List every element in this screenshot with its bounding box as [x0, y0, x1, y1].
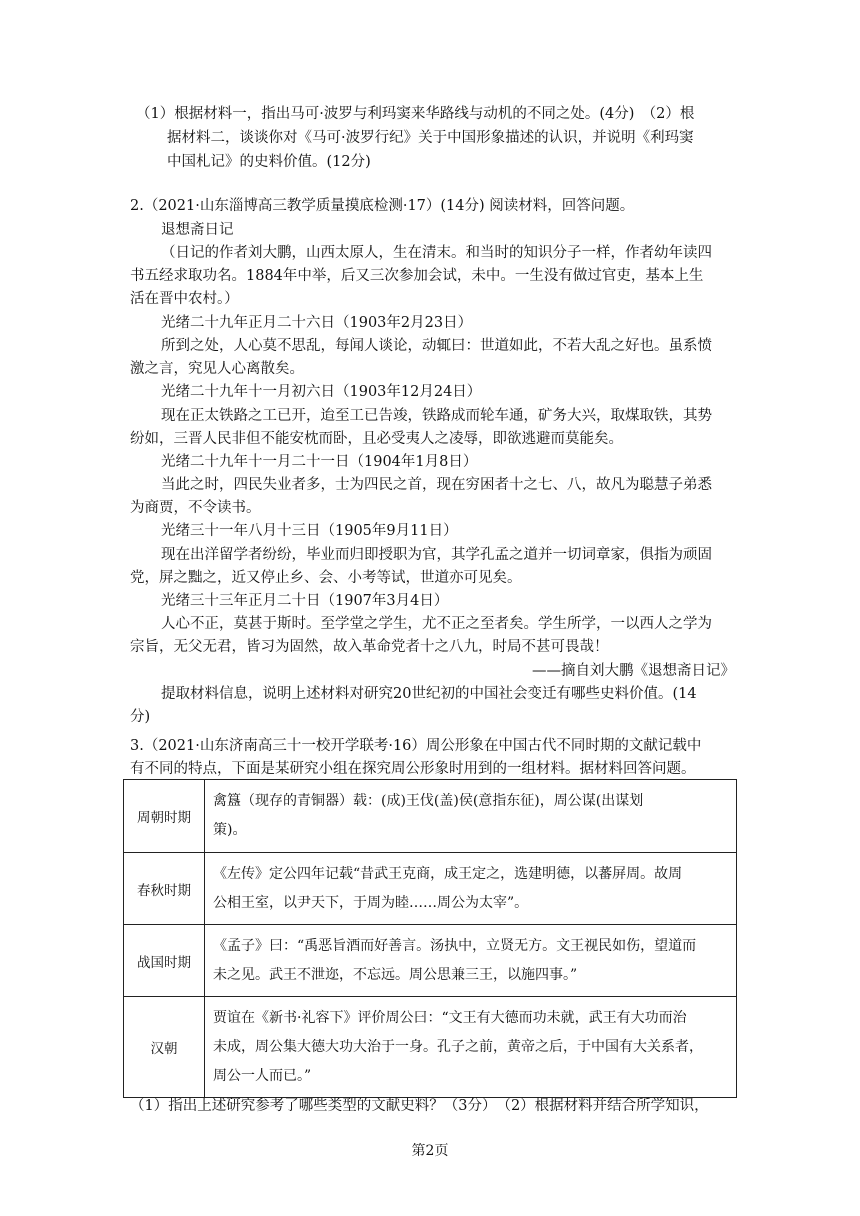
table-row: [124, 997, 737, 1098]
period-cell: 春秋时期: [124, 853, 205, 925]
material-cell: [205, 997, 737, 1098]
top-question-line-2: 据材料二，谈谈你对《马可·波罗行纪》关于中国形象描述的认识，并说明《利玛窦: [167, 130, 694, 146]
table-row: [124, 780, 737, 853]
q2-intro-line-2: 书五经求取功名。1884年中举，后又三次参加会试，未中。一生没有做过官吏，基本上生: [130, 268, 704, 284]
q2-question-line-1: 提取材料信息，说明上述材料对研究20世纪初的中国社会变迁有哪些史料价值。(14: [161, 686, 697, 702]
q2-diary-2-line-2: 纷如，三晋人民非但不能安枕而卧，且必受夷人之凌辱，即欲逃避而莫能矣。: [130, 431, 623, 447]
q2-diary-1-line-1: 所到之处，人心莫不思乱，每闻人谈论，动辄曰：世道如此，不若大乱之好也。虽系愤: [161, 338, 712, 354]
material-line: 禽簋（现存的青铜器）载：(成)王伐(盖)侯(意指东征)，周公谋(出谋划: [213, 793, 644, 809]
q2-diary-date-5: 光绪三十三年正月二十日（1907年3月4日）: [161, 593, 449, 609]
q2-diary-date-4: 光绪三十一年八月十三日（1905年9月11日）: [161, 523, 458, 539]
q2-diary-4-line-2: 党，屏之黜之，近又停止乡、会、小考等试，世道亦可见矣。: [130, 570, 522, 586]
period-cell: 汉朝: [124, 997, 205, 1098]
q2-question-line-2: 分): [130, 709, 151, 725]
q3-source-table: [123, 779, 737, 1098]
material-line: 公相王室，以尹天下，于周为睦……周公为太宰”。: [213, 894, 529, 911]
q2-diary-1-line-2: 激之言，究见人心离散矣。: [130, 361, 304, 377]
period-cell: 周朝时期: [124, 780, 205, 853]
material-cell: [205, 925, 737, 997]
q2-diary-5-line-2: 宗旨，无父无君，皆习为固然，故入革命党者十之八九，时局不甚可畏哉！: [130, 639, 609, 655]
q2-title: 退想斋日记: [161, 222, 234, 238]
q2-diary-3-line-1: 当此之时，四民失业者多，士为四民之首，现在穷困者十之七、八，故凡为聪慧子弟悉: [161, 477, 712, 493]
top-question-line-3: 中国札记》的史料价值。(12分): [167, 154, 371, 170]
q2-diary-5-line-1: 人心不正，莫甚于斯时。至学堂之学生，尤不正之至者矣。学生所学，一以西人之学为: [161, 616, 712, 632]
table-row: [124, 925, 737, 997]
q2-intro-line-3: 活在晋中农村。）: [130, 291, 239, 307]
q2-diary-3-line-2: 为商贾，不令读书。: [130, 500, 261, 516]
material-line: 贾谊在《新书·礼容下》评价周公曰：“文王有大德而功未就，武王有大功而治: [213, 1009, 687, 1026]
material-line: 未成，周公集大德大功大治于一身。孔子之前，黄帝之后，于中国有大关系者，: [213, 1038, 703, 1055]
material-line: 周公一人而已。”: [213, 1067, 312, 1084]
q2-diary-date-1: 光绪二十九年正月二十六日（1903年2月23日）: [161, 315, 473, 331]
q3-header-line-1: 3.（2021·山东济南高三十一校开学联考·16）周公形象在中国古代不同时期的文献记载中: [130, 738, 702, 754]
q2-diary-date-3: 光绪二十九年十一月二十一日（1904年1月8日）: [161, 454, 478, 470]
q2-header: 2.（2021·山东淄博高三教学质量摸底检测·17）(14分) 阅读材料，回答问题。: [130, 198, 635, 214]
q2-source-citation: ——摘自刘大鹏《退想斋日记》: [532, 663, 735, 679]
material-line: 策)。: [213, 822, 247, 838]
material-line: 《孟子》曰：“禹恶旨酒而好善言。汤执中，立贤无方。文王视民如伤，望道而: [213, 937, 697, 954]
material-cell: [205, 780, 737, 853]
period-cell: 战国时期: [124, 925, 205, 997]
q3-question-line: （1）指出上述研究参考了哪些类型的文献史料？（3分） （2）根据材料并结合所学知识，: [130, 1098, 709, 1114]
top-question-line-1: （1）根据材料一，指出马可·波罗与利玛窦来华路线与动机的不同之处。(4分) （2）根: [136, 106, 695, 122]
material-cell: [205, 853, 737, 925]
page-number: 第2页: [411, 1143, 449, 1159]
q2-diary-4-line-1: 现在出洋留学者纷纷，毕业而归即授职为官，其学孔孟之道并一切词章家，俱指为顽固: [161, 547, 712, 563]
material-line: 未之见。武王不泄迩，不忘远。周公思兼三王，以施四事。”: [213, 966, 578, 983]
q2-diary-2-line-1: 现在正太铁路之工已开，迨至工已告竣，铁路成而轮车通，矿务大兴，取煤取铁，其势: [161, 408, 712, 424]
table-row: [124, 853, 737, 925]
q2-intro-line-1: （日记的作者刘大鹏，山西太原人，生在清末。和当时的知识分子一样，作者幼年读四: [161, 245, 712, 261]
q2-diary-date-2: 光绪二十九年十一月初六日（1903年12月24日）: [161, 384, 482, 400]
material-line: 《左传》定公四年记载“昔武王克商，成王定之，选建明德，以蕃屏周。故周: [213, 865, 683, 882]
q3-header-line-2: 有不同的特点，下面是某研究小组在探究周公形象时用到的一组材料。据材料回答问题。: [130, 761, 696, 777]
